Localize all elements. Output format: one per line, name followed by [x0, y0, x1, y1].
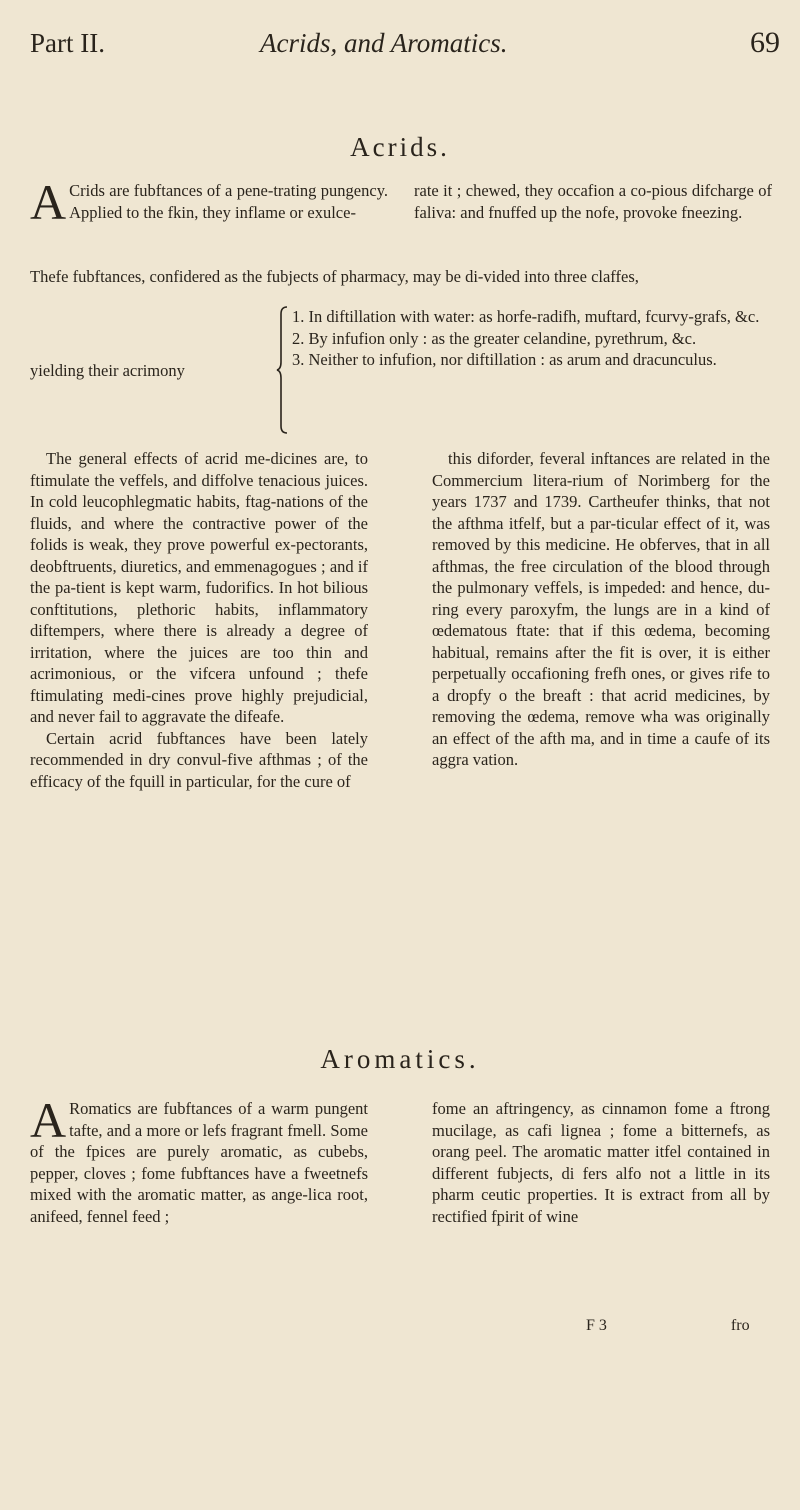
acrids-dropcap: A — [30, 174, 67, 230]
curly-brace-icon — [276, 306, 288, 434]
class-list — [292, 306, 774, 371]
aromatics-heading: Aromatics. — [320, 1044, 480, 1074]
acrids-intro — [30, 174, 772, 250]
page-number: 69 — [750, 26, 780, 59]
acrids-body-left — [30, 448, 368, 792]
aromatics-left-text: Romatics are fubftances of a warm pungent tafte, and a more or lefs fragrant fmell. Some of the fpices are purely aromatic, as cubebs, pepper, cloves ; fome fubftances have a fweetnefs mixed with the aromatic matter, as ange-lica root, anifeed, fennel feed ; — [30, 1099, 368, 1226]
running-title: Acrids, and Aromatics. — [260, 28, 508, 58]
asthma-continued-paragraph: this diforder, feveral inftances are related in the Commercium litera-rium of Norimberg for the years 1737 and 1739. Cartheufer thinks, that not the afthma itfelf, but a par-ticular effect of it, was removed by this medicine. He obferves, that in all afthmas, the free circulation of the blood through the pulmonary veffels, is impeded: and hence, du-ring every paroxyfm, the lungs are in a kind of œdematous ftate: that if this œdema, becoming habitual, remains after the fit is over, it is either perpetually occafioning frefh ones, or gives rife to a dropfy o the breaft : that acrid medicines, by removing the œdema, remove wha was originally an effect of the afth ma, and in time a caufe of its aggra vation. — [432, 449, 770, 769]
aromatics-left — [30, 1092, 368, 1227]
class-item: 3. Neither to infufion, nor diftillation : as arum and dracunculus. — [292, 350, 717, 369]
acrids-body — [30, 448, 770, 792]
asthma-paragraph: Certain acrid fubftances have been lately recommended in dry convul-five afthmas ; of the efficacy of the fquill in particular, for the cure of — [30, 728, 368, 791]
acrids-intro-left-text: Crids are fubftances of a pene-trating pungency. Applied to the fkin, they inflame or exulce- — [69, 181, 388, 222]
catchword: fro — [730, 1317, 750, 1334]
aromatics-body — [30, 1092, 770, 1227]
aromatics-right: fome an aftringency, as cinnamon fome a ftrong mucilage, as cafi lignea ; fome a bitternefs, as orang peel. The aromatic matter itfel contained in different fubjects, di fers alfo not a little in its pharm ceutic properties. It is extract from all by rectified fpirit of wine — [432, 1099, 770, 1226]
signature-mark: F 3 — [586, 1317, 607, 1334]
acrids-intro-right: rate it ; chewed, they occafion a co-pious difcharge of faliva: and fnuffed up the nofe, provoke fneezing. — [414, 181, 772, 222]
acrids-heading: Acrids. — [350, 132, 450, 162]
yielding-label: yielding their acrimony — [30, 361, 185, 380]
signature-line — [586, 1317, 750, 1335]
class-item: 2. By infufion only : as the greater celandine, pyrethrum, &c. — [292, 328, 697, 348]
aromatics-dropcap: A — [30, 1092, 67, 1148]
effects-paragraph: The general effects of acrid me-dicines are, to ftimulate the veffels, and diffolve tenacious juices. In cold leucophlegmatic habits, ftag-nations of the fluids, and where the contractive power of the folids is weak, they prove powerful ex-pectorants, deobftruents, diuretics, and emmenagogues ; and if the pa-tient is kept warm, fudorifics. In hot bilious conftitutions, plethoric habits, inflammatory diftempers, where there is already a degree of irritation, where the juices are too thin and acrimonious, or the vifcera unfound ; thefe ftimulating medi-cines prove highly prejudicial, and never fail to aggravate the difeafe. — [30, 449, 368, 726]
acrids-body-right — [432, 448, 770, 792]
acrids-intro-left — [30, 174, 388, 250]
part-label: Part II. — [30, 28, 105, 58]
acrid-classes — [30, 306, 774, 446]
class-item: 1. In diftillation with water: as horfe-radifh, muftard, fcurvy-grafs, &c. — [292, 307, 760, 326]
classes-intro: Thefe fubftances, confidered as the fubjects of pharmacy, may be di-vided into three claffes, — [30, 267, 639, 286]
running-head — [30, 20, 780, 70]
